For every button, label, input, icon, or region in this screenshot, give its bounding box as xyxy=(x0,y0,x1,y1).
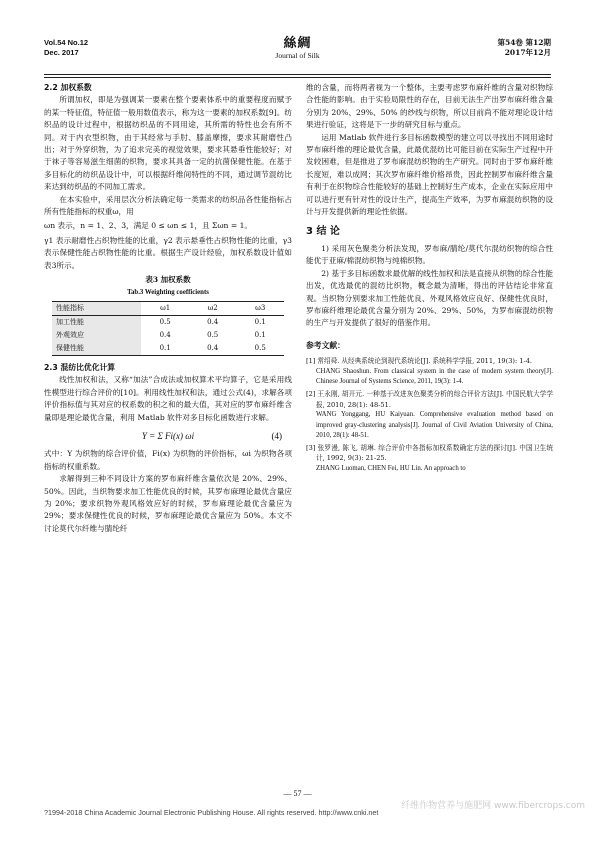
paragraph: 求解得到三种不同设计方案的罗布麻纤维含量依次是 20%、29%、50%。因此，当织物要求加工性能优良的时候，其罗布麻理论最优含量应为 20%；要求织物外观风格效应好的时候，罗布麻理论最优含量应为 29%；要求保健性优良的时候，罗布麻理论最优含量应为 50%。本文不讨论莫代尔纤维与腈纶纤 xyxy=(44,474,292,533)
site-watermark: 纤维作物营养与施肥网 www.fibercrops.com xyxy=(401,801,585,811)
table-cell: 0.4 xyxy=(189,342,237,356)
date-cn: 2017年12月 xyxy=(504,48,551,57)
paragraph: γ1 表示耐磨性占织物性能的比重，γ2 表示悬垂性占织物性能的比重，γ3 表示保健性能占织物性能的比重。根据生产设计经验，加权系数设计值如表3所示。 xyxy=(44,235,292,270)
reference-cn: [3] 张罗漫, 陈飞, 胡琳. 综合评价中各指标加权系数确定方法的探讨[J]. 中国卫生统计, 1992, 9(3): 21-25. xyxy=(306,443,553,463)
reference-en: CHANG Shaoshun. From classical system in the case of modern system theory[J]. Chinese Journal of Systems Science, 2011, 19(3): 1-4. xyxy=(316,367,553,386)
table-row xyxy=(52,342,284,356)
left-column xyxy=(44,82,292,535)
section-2-3-title: 2.3 混纺比优化计算 xyxy=(44,362,116,372)
paragraph: 在本实验中，采用层次分析法确定每一类需求的纺织品各性能指标占所有性能指标的权重ω，用 xyxy=(44,194,292,217)
section-2-2-title: 2.2 加权系数 xyxy=(44,83,92,92)
formula-body: Y = Σ Fi(x) ωi xyxy=(141,430,195,441)
table-cell: 0.5 xyxy=(236,342,284,356)
table-caption-en: Tab.3 Weighting coefficients xyxy=(127,288,209,296)
constraint-line: ωn 表示，n = 1、2、3，满足 0 ≤ ωn ≤ 1，且 Σωn = 1。 xyxy=(44,221,253,231)
formula-4 xyxy=(44,430,292,442)
table-header: ω3 xyxy=(236,301,284,315)
paragraph: 维的含量，而将两者视为一个整体，主要考虑罗布麻纤维的含量对织物综合性能的影响。由于实验局限性的存在，目前无法生产出罗布麻纤维含量分别为 20%、29%、50% 的纱线与织物，所以目前尚不能对理论设计结果进行验证，这将是下一步的研究目标与重点。 xyxy=(306,83,553,130)
reference-cn: [2] 王永刚, 胡开元. 一种基于改进灰色聚类分析的综合评价方法[J]. 中国民航大学学报, 2010, 28(1): 48-51. xyxy=(306,389,553,409)
references-title: 参考文献： xyxy=(306,340,345,350)
table-cell: 0.1 xyxy=(141,342,189,356)
table-cell: 0.1 xyxy=(254,330,266,339)
volume-cn: 第54卷 第12期 xyxy=(497,38,551,47)
paragraph: 所谓加权，即是为强调某一要素在整个要素体系中的重要程度而赋予的某一特征值，特征值一般用数值表示，称为这一要素的加权系数[9]。纺织品的设计过程中，根据纺织品的不同用途，其所需的特性也会有所不同。对于内衣型织物，由于其经常与手肘、膝盖摩擦，要求其耐磨性凸出；对于外穿织物，为了追求完美的视觉效果，要求其悬垂性能较好；对于袜子等容易滋生细菌的织物，要求其具备一定的抗菌保健性能。在基于多目标化的纺织品设计中，可以根据纤维间特性的不同，通过调节混纺比来达到纺织品的不同加工需求。 xyxy=(44,95,292,192)
table-header: ω2 xyxy=(189,301,237,315)
reference-en: WANG Yonggang, HU Kaiyuan. Comprehensive evaluation method based on improved gray-clustering analysis[J]. Journal of Civil Aviation University of China, 2010, 28(1): 48-51. xyxy=(316,411,553,440)
header-rule xyxy=(44,74,551,75)
journal-logo: 絲綢 xyxy=(283,36,312,51)
page-header xyxy=(44,32,551,72)
weighting-table xyxy=(52,301,284,356)
table-cell: 保健性能 xyxy=(52,342,141,356)
paragraph: 运用 Matlab 软件进行多目标函数模型的建立可以寻找出不同用途时罗布麻纤维的理论最优含量，此最优混纺比可能目前在实际生产过程中开发较困难，但是推进了罗布麻混纺织物的生产研究。同时由于罗布麻纤维长度短，难以成网；其次罗布麻纤维价格昂贵，因此控制罗布麻纤维含量有利于在织物综合性能较好的基础上控制好生产成本，企业在实际应用中可以进行更有针对性的设计生产，提高生产效率，为罗布麻混纺织物的设计与开发提供新的理论性依据。 xyxy=(306,132,553,217)
reference-item xyxy=(306,356,553,388)
header-right xyxy=(498,38,552,58)
date-en: Dec. 2017 xyxy=(44,48,79,57)
paragraph: 式中：Y 为织物的综合评价值，Fi(x) 为织物的评价指标，ωi 为织物各项指标的权重系数。 xyxy=(44,449,292,471)
right-column xyxy=(306,82,553,476)
header-rule-thin xyxy=(44,77,551,78)
paragraph: 线性加权和法，又称“加法”合成法或加权算术平均算子，它是采用线性模型进行综合评价的[10]。利用线性加权和法，通过公式(4)，求解各项评价指标值与其对应的权系数的积之和的最大值，其对应的罗布麻纤维含量即是理论最优含量，利用 Matlab 软件对多目标化函数进行求解。 xyxy=(44,375,292,422)
table-cell: 加工性能 xyxy=(52,315,141,329)
table-caption: 表3 加权系数 xyxy=(145,275,191,285)
reference-en: ZHANG Luoman, CHEN Fei, HU Lin. An approach to xyxy=(316,465,466,473)
reference-cn: [1] 常绍舜. 从经典系统论到现代系统论[J]. 系统科学学报, 2011, 19(3): 1-4. xyxy=(306,357,533,366)
copyright-footer: ?1994-2018 China Academic Journal Electronic Publishing House. All rights reserved. http://www.cnki.net xyxy=(44,808,379,817)
page-number: — 57 — xyxy=(283,789,312,798)
table-cell: 0.4 xyxy=(207,317,219,326)
table-row xyxy=(52,315,284,329)
table-row xyxy=(52,329,284,342)
table-cell: 0.1 xyxy=(254,317,266,326)
table-cell: 外观效应 xyxy=(52,329,141,342)
formula-number: (4) xyxy=(271,430,282,441)
conclusion-2: 2) 基于多目标函数求最优解的线性加权和法是直接从织物的综合性能出发，优选最优的混纺比织物，概念最为清晰，得出的评估结论非常直观。当织物分别要求加工性能优良、外观风格效应良好、保健性优良时，罗布麻纤维理论最优含量分别为 20%、29%、50%，为罗布麻混纺织物的生产与开发提供了很好的借鉴作用。 xyxy=(306,268,553,328)
header-center xyxy=(44,32,551,60)
table-header: ω1 xyxy=(141,301,189,315)
journal-name: Journal of Silk xyxy=(275,51,320,60)
volume-en: Vol.54 No.12 xyxy=(44,38,89,47)
conclusion-1: 1) 采用灰色聚类分析法发现，罗布麻/腈纶/莫代尔混纺织物的综合性能优于亚麻/棉混纺织物与纯棉织物。 xyxy=(306,243,553,266)
section-3-title: 3 结 论 xyxy=(306,226,340,238)
table-cell: 0.4 xyxy=(159,330,171,339)
table-header: 性能指标 xyxy=(52,301,141,315)
table-cell: 0.5 xyxy=(207,330,219,339)
table-cell: 0.5 xyxy=(159,317,171,326)
reference-item xyxy=(306,389,553,442)
reference-item xyxy=(306,443,553,475)
